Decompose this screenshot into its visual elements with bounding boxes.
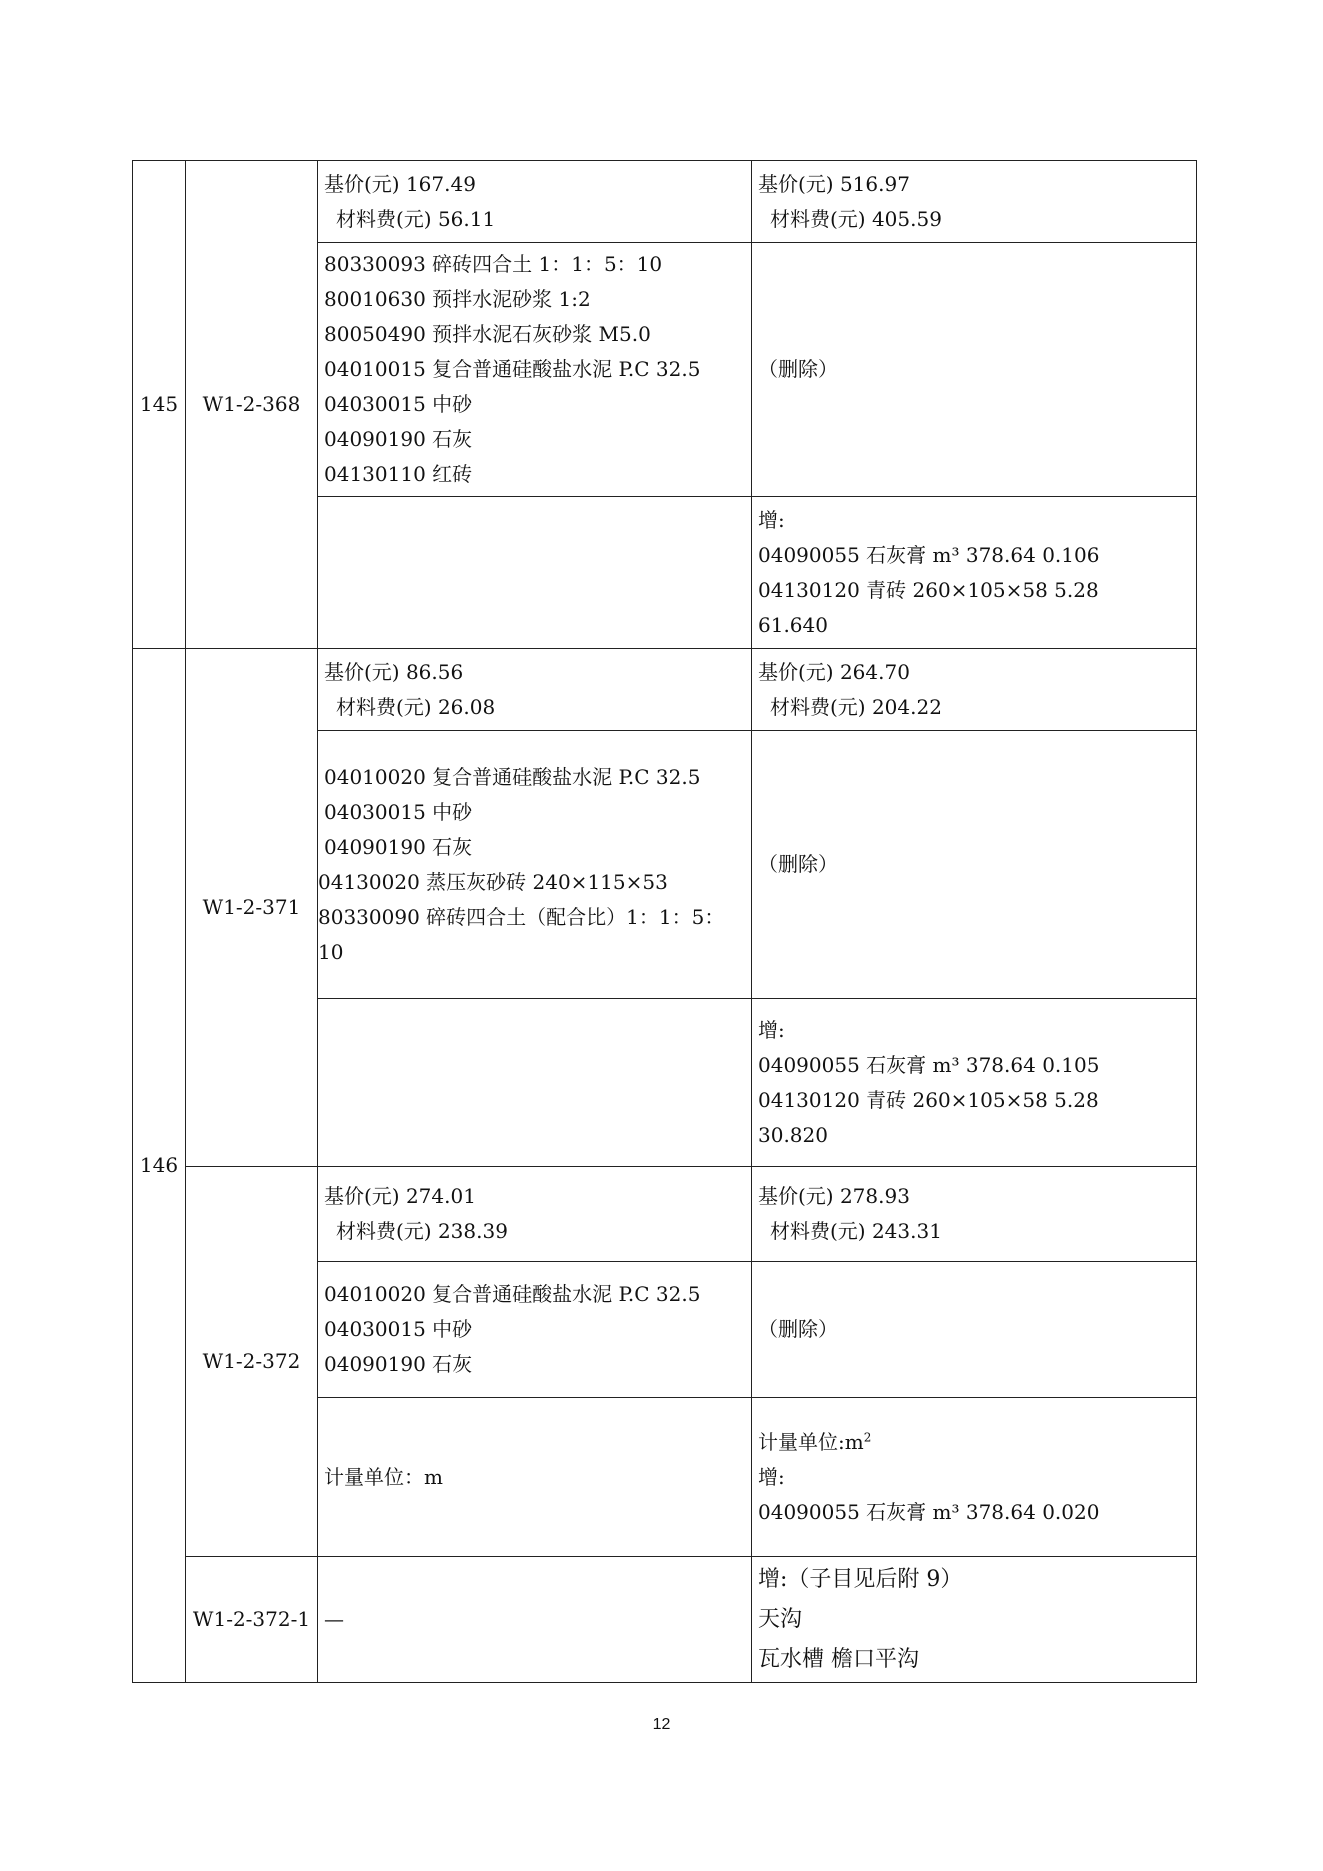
addition-cell (752, 1398, 1197, 1557)
base-price: 基价(元) 516.97 (758, 171, 910, 196)
base-price: 基价(元) 274.01 (324, 1184, 476, 1208)
material-cost: 材料费(元) 56.11 (336, 206, 496, 231)
material-line: 04030015 中砂 (324, 799, 473, 824)
add-line: 天沟 (758, 1606, 803, 1632)
delete-note: （删除） (752, 731, 1197, 999)
base-price: 基价(元) 264.70 (758, 659, 910, 684)
materials-cell (318, 731, 752, 999)
unit-cell: 计量单位：m (318, 1398, 752, 1557)
add-line: 04130120 青砖 260×105×58 5.28 (758, 577, 1099, 602)
quota-revision-table (132, 160, 1197, 1683)
material-line: 04130110 红砖 (324, 462, 473, 486)
material-line: 04010015 复合普通硅酸盐水泥 P.C 32.5 (324, 357, 701, 381)
quota-code: W1-2-371 (186, 649, 318, 1167)
add-line: 04090055 石灰膏 m³ 378.64 0.020 (758, 1499, 1100, 1524)
quota-code: W1-2-368 (186, 161, 318, 649)
add-line: 04130120 青砖 260×105×58 5.28 (758, 1087, 1099, 1112)
addition-cell (752, 999, 1197, 1167)
material-cost: 材料费(元) 26.08 (336, 694, 496, 719)
quota-code: W1-2-372-1 (186, 1557, 318, 1683)
material-line: 80050490 预拌水泥石灰砂浆 M5.0 (324, 322, 651, 346)
base-price: 基价(元) 86.56 (324, 659, 464, 684)
add-label: 增:（子目见后附 9） (758, 1566, 963, 1592)
unit-label: 计量单位$:m^2$ (758, 1429, 872, 1454)
page-number: 12 (652, 1716, 671, 1733)
original-price-cell (318, 161, 752, 243)
add-label: 增: (758, 1017, 785, 1042)
empty-cell (318, 999, 752, 1167)
add-line: 30.820 (758, 1122, 828, 1147)
revised-price-cell (752, 1167, 1197, 1262)
row-number: 145 (133, 161, 186, 649)
material-line: 04090190 石灰 (324, 427, 473, 451)
material-cost: 材料费(元) 204.22 (770, 694, 942, 719)
material-line: 80330090 碎砖四合土（配合比）1：1：5：10 (318, 904, 725, 964)
old-content: — (318, 1557, 752, 1683)
material-line: 04030015 中砂 (324, 1317, 473, 1341)
add-label: 增: (758, 507, 785, 532)
base-price: 基价(元) 167.49 (324, 171, 476, 196)
quota-code: W1-2-372 (186, 1167, 318, 1557)
base-price: 基价(元) 278.93 (758, 1184, 910, 1208)
material-cost: 材料费(元) 405.59 (770, 206, 942, 231)
add-line: 04090055 石灰膏 m³ 378.64 0.105 (758, 1052, 1100, 1077)
material-line: 04090190 石灰 (324, 1352, 473, 1376)
original-price-cell (318, 649, 752, 731)
material-line: 04010020 复合普通硅酸盐水泥 P.C 32.5 (324, 1282, 701, 1306)
delete-note: （删除） (752, 243, 1197, 497)
material-line: 04130020 蒸压灰砂砖 240×115×53 (318, 869, 668, 894)
add-line: 瓦水槽 檐口平沟 (758, 1646, 919, 1672)
original-price-cell (318, 1167, 752, 1262)
materials-cell (318, 1262, 752, 1398)
material-line: 80010630 预拌水泥砂浆 1:2 (324, 287, 591, 311)
revised-price-cell (752, 649, 1197, 731)
material-line: 04090190 石灰 (324, 834, 473, 859)
add-line: 61.640 (758, 612, 828, 637)
revised-price-cell (752, 161, 1197, 243)
empty-cell (318, 497, 752, 649)
materials-cell (318, 243, 752, 497)
delete-note: （删除） (752, 1262, 1197, 1398)
add-label: 增: (758, 1464, 785, 1489)
row-number: 146 (133, 649, 186, 1683)
material-line: 04030015 中砂 (324, 392, 473, 416)
material-cost: 材料费(元) 243.31 (770, 1219, 942, 1243)
addition-cell (752, 497, 1197, 649)
material-line: 04010020 复合普通硅酸盐水泥 P.C 32.5 (324, 764, 701, 789)
material-cost: 材料费(元) 238.39 (336, 1219, 508, 1243)
material-line: 80330093 碎砖四合土 1：1：5：10 (324, 252, 663, 276)
addition-cell (752, 1557, 1197, 1683)
add-line: 04090055 石灰膏 m³ 378.64 0.106 (758, 542, 1100, 567)
